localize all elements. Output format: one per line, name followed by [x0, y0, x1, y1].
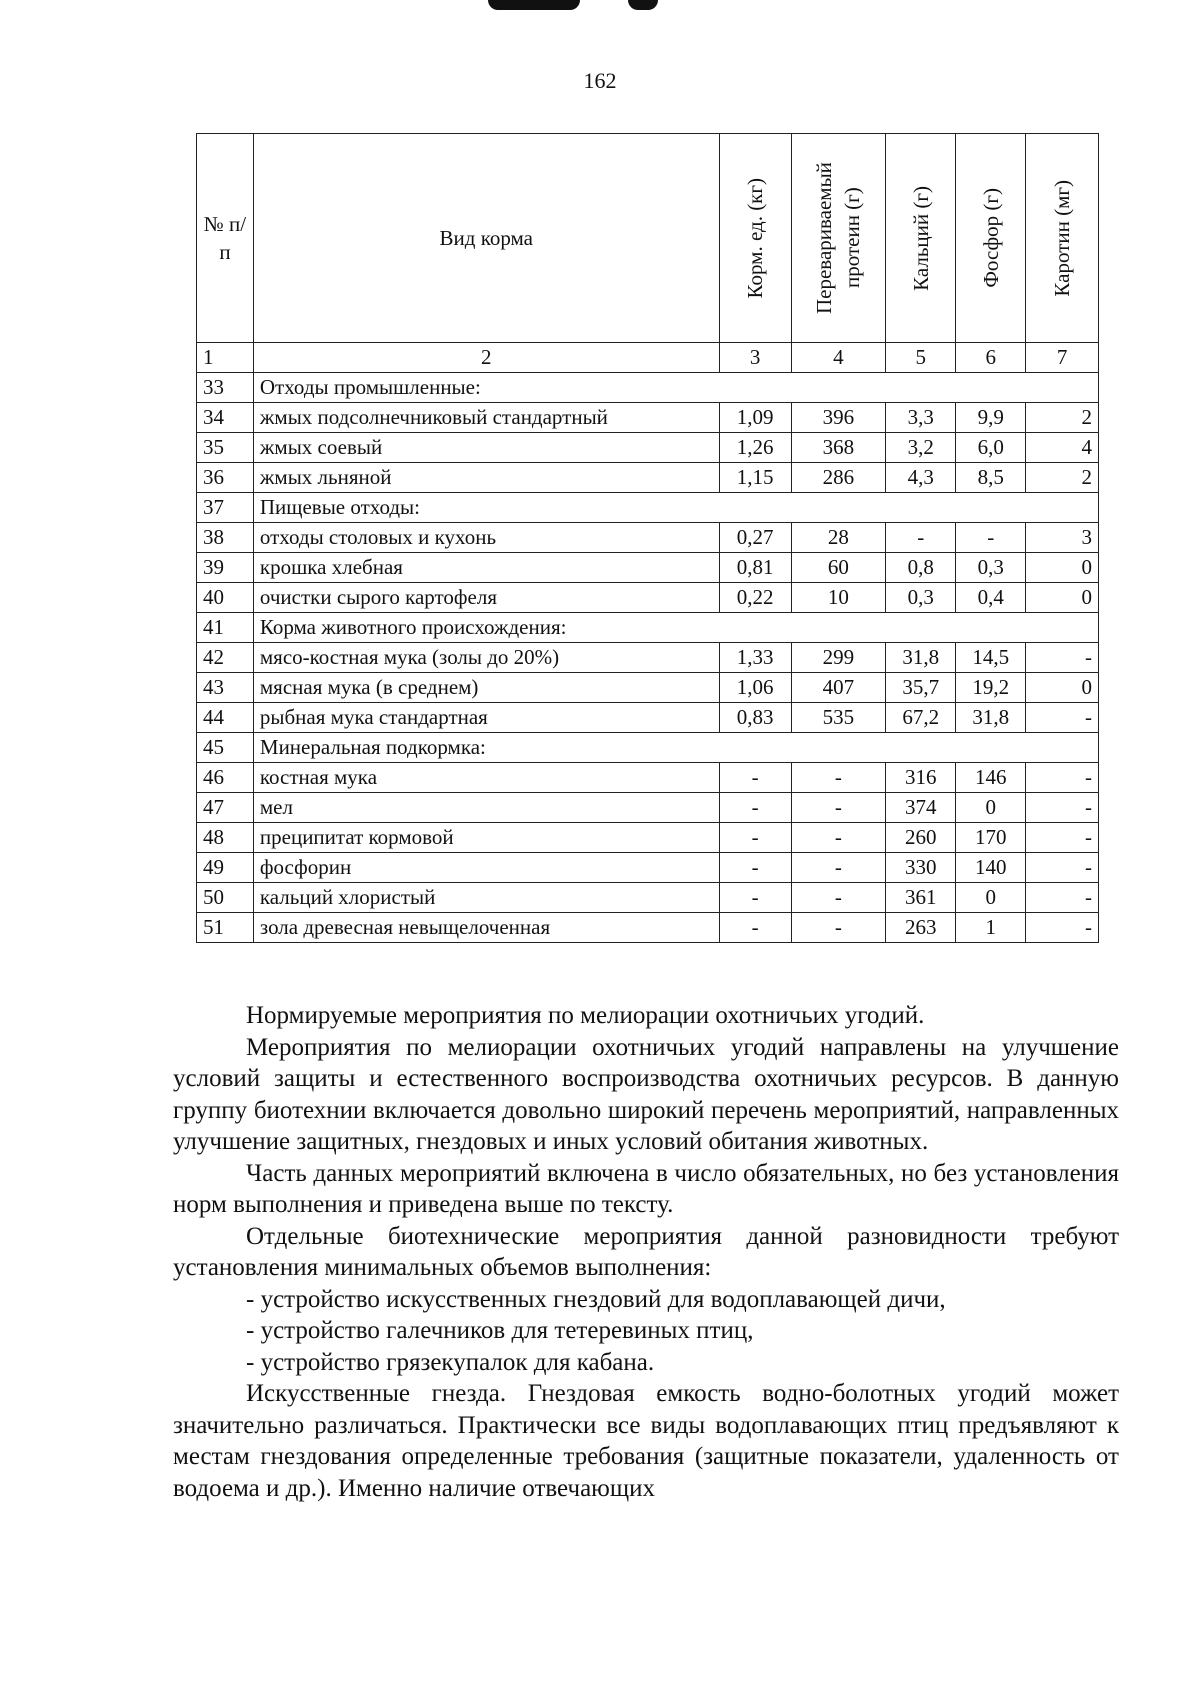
calcium-cell: -: [886, 523, 956, 553]
table-row: [197, 853, 1099, 883]
row-number: 36: [197, 463, 254, 493]
row-number: 41: [197, 613, 254, 643]
feed-units-cell: 0,22: [719, 583, 791, 613]
row-number: 38: [197, 523, 254, 553]
calcium-cell: 330: [886, 853, 956, 883]
protein-cell: -: [791, 763, 886, 793]
carotene-cell: -: [1026, 763, 1099, 793]
body-text: [173, 1000, 1119, 1504]
table-row: [197, 673, 1099, 703]
feed-name: зола древесная невыщелоченная: [253, 913, 719, 943]
feed-units-cell: -: [719, 763, 791, 793]
calcium-cell: 316: [886, 763, 956, 793]
calcium-cell: 3,3: [886, 403, 956, 433]
table-section-row: [197, 373, 1099, 403]
header-feed-type: Вид корма: [253, 134, 719, 343]
header-num: № п/п: [197, 134, 254, 343]
protein-cell: 407: [791, 673, 886, 703]
row-number: 37: [197, 493, 254, 523]
feed-name: преципитат кормовой: [253, 823, 719, 853]
section-title: Пищевые отходы:: [253, 493, 1098, 523]
feed-name: костная мука: [253, 763, 719, 793]
protein-cell: 299: [791, 643, 886, 673]
feed-units-cell: 1,09: [719, 403, 791, 433]
feed-name: мясо-костная мука (золы до 20%): [253, 643, 719, 673]
feed-name: очистки сырого картофеля: [253, 583, 719, 613]
header-phosphorus: Фосфор (г): [956, 134, 1026, 343]
row-number: 48: [197, 823, 254, 853]
protein-cell: -: [791, 913, 886, 943]
carotene-cell: -: [1026, 643, 1099, 673]
table-row: [197, 823, 1099, 853]
feed-units-cell: 0,83: [719, 703, 791, 733]
carotene-cell: -: [1026, 883, 1099, 913]
feed-units-cell: 1,26: [719, 433, 791, 463]
column-index: 4: [791, 343, 886, 373]
protein-cell: 10: [791, 583, 886, 613]
table-row: [197, 583, 1099, 613]
table-section-row: [197, 613, 1099, 643]
phosphorus-cell: 0,3: [956, 553, 1026, 583]
header-calcium: Кальций (г): [886, 134, 956, 343]
column-index: 1: [197, 343, 254, 373]
feed-units-cell: 0,81: [719, 553, 791, 583]
phosphorus-cell: 0: [956, 793, 1026, 823]
protein-cell: -: [791, 793, 886, 823]
row-number: 43: [197, 673, 254, 703]
row-number: 35: [197, 433, 254, 463]
feed-name: фосфорин: [253, 853, 719, 883]
protein-cell: -: [791, 823, 886, 853]
column-index-row: [197, 343, 1099, 373]
phosphorus-cell: 19,2: [956, 673, 1026, 703]
feed-units-cell: 1,15: [719, 463, 791, 493]
calcium-cell: 3,2: [886, 433, 956, 463]
table-header-row: [197, 134, 1099, 343]
row-number: 51: [197, 913, 254, 943]
table-row: [197, 403, 1099, 433]
calcium-cell: 0,8: [886, 553, 956, 583]
table-row: [197, 883, 1099, 913]
section-heading: Нормируемые мероприятия по мелиорации охотничьих угодий.: [246, 1002, 925, 1029]
paragraph: Мероприятия по мелиорации охотничьих угодий направлены на улучшение условий защиты и естественного воспроизводства охотничьих ресурсов. В данную группу биотехнии включается довольно широкий перечень мероприятий, направленных улучшение защитных, гнездовых и иных условий обитания животных.: [173, 1033, 1119, 1155]
row-number: 40: [197, 583, 254, 613]
table-row: [197, 463, 1099, 493]
carotene-cell: -: [1026, 793, 1099, 823]
row-number: 46: [197, 763, 254, 793]
phosphorus-cell: 14,5: [956, 643, 1026, 673]
table-row: [197, 523, 1099, 553]
row-number: 45: [197, 733, 254, 763]
calcium-cell: 31,8: [886, 643, 956, 673]
header-carotene: Каротин (мг): [1026, 134, 1099, 343]
phosphorus-cell: 31,8: [956, 703, 1026, 733]
phosphorus-cell: 0: [956, 883, 1026, 913]
table-row: [197, 793, 1099, 823]
table-row: [197, 763, 1099, 793]
carotene-cell: 4: [1026, 433, 1099, 463]
column-index: 5: [886, 343, 956, 373]
row-number: 44: [197, 703, 254, 733]
protein-cell: 396: [791, 403, 886, 433]
section-title: Корма животного происхождения:: [253, 613, 1098, 643]
column-index: 2: [253, 343, 719, 373]
feed-name: отходы столовых и кухонь: [253, 523, 719, 553]
feed-units-cell: -: [719, 793, 791, 823]
protein-cell: -: [791, 883, 886, 913]
section-title: Отходы промышленные:: [253, 373, 1098, 403]
phosphorus-cell: 9,9: [956, 403, 1026, 433]
calcium-cell: 35,7: [886, 673, 956, 703]
phosphorus-cell: 140: [956, 853, 1026, 883]
calcium-cell: 361: [886, 883, 956, 913]
feed-name: рыбная мука стандартная: [253, 703, 719, 733]
table-row: [197, 643, 1099, 673]
row-number: 34: [197, 403, 254, 433]
feed-name: крошка хлебная: [253, 553, 719, 583]
calcium-cell: 260: [886, 823, 956, 853]
feed-name: жмых подсолнечниковый стандартный: [253, 403, 719, 433]
calcium-cell: 374: [886, 793, 956, 823]
section-title: Минеральная подкормка:: [253, 733, 1098, 763]
phosphorus-cell: 1: [956, 913, 1026, 943]
carotene-cell: -: [1026, 703, 1099, 733]
carotene-cell: 3: [1026, 523, 1099, 553]
table-row: [197, 913, 1099, 943]
phosphorus-cell: 146: [956, 763, 1026, 793]
phosphorus-cell: 8,5: [956, 463, 1026, 493]
feed-name: мясная мука (в среднем): [253, 673, 719, 703]
protein-cell: -: [791, 853, 886, 883]
column-index: 3: [719, 343, 791, 373]
table-row: [197, 553, 1099, 583]
carotene-cell: 0: [1026, 673, 1099, 703]
feed-nutrition-table: [196, 133, 1099, 943]
calcium-cell: 4,3: [886, 463, 956, 493]
carotene-cell: 2: [1026, 403, 1099, 433]
protein-cell: 60: [791, 553, 886, 583]
calcium-cell: 67,2: [886, 703, 956, 733]
row-number: 47: [197, 793, 254, 823]
feed-units-cell: -: [719, 853, 791, 883]
row-number: 50: [197, 883, 254, 913]
row-number: 49: [197, 853, 254, 883]
table-row: [197, 433, 1099, 463]
row-number: 42: [197, 643, 254, 673]
paragraph: Часть данных мероприятий включена в число обязательных, но без установления норм выполнения и приведена выше по тексту.: [173, 1159, 1119, 1218]
protein-cell: 535: [791, 703, 886, 733]
row-number: 39: [197, 553, 254, 583]
scan-artifact-top: [488, 0, 580, 10]
page-number: 162: [583, 68, 617, 93]
feed-name: мел: [253, 793, 719, 823]
feed-units-cell: 1,33: [719, 643, 791, 673]
row-number: 33: [197, 373, 254, 403]
feed-units-cell: -: [719, 823, 791, 853]
phosphorus-cell: 0,4: [956, 583, 1026, 613]
feed-name: жмых льняной: [253, 463, 719, 493]
carotene-cell: -: [1026, 823, 1099, 853]
list-item: - устройство грязекупалок для кабана.: [246, 1348, 655, 1376]
phosphorus-cell: 170: [956, 823, 1026, 853]
feed-name: жмых соевый: [253, 433, 719, 463]
protein-cell: 368: [791, 433, 886, 463]
phosphorus-cell: 6,0: [956, 433, 1026, 463]
feed-units-cell: 1,06: [719, 673, 791, 703]
feed-name: кальций хлористый: [253, 883, 719, 913]
table-section-row: [197, 733, 1099, 763]
protein-cell: 286: [791, 463, 886, 493]
calcium-cell: 0,3: [886, 583, 956, 613]
carotene-cell: 0: [1026, 583, 1099, 613]
feed-units-cell: -: [719, 913, 791, 943]
feed-units-cell: -: [719, 883, 791, 913]
carotene-cell: 0: [1026, 553, 1099, 583]
header-feed-units: Корм. ед. (кг): [719, 134, 791, 343]
feed-units-cell: 0,27: [719, 523, 791, 553]
table-body: [197, 373, 1099, 943]
phosphorus-cell: -: [956, 523, 1026, 553]
table-section-row: [197, 493, 1099, 523]
list-item: - устройство искусственных гнездовий для водоплавающей дичи,: [246, 1285, 946, 1313]
carotene-cell: -: [1026, 853, 1099, 883]
paragraph: Искусственные гнезда. Гнездовая емкость водно-болотных угодий может значительно различаться. Практически все виды водоплавающих птиц предъявляют к местам гнездования определенные требования (защитные показатели, удаленность от водоема и др.). Именно наличие отвечающих: [173, 1380, 1119, 1502]
protein-cell: 28: [791, 523, 886, 553]
list-item: - устройство галечников для тетеревиных птиц,: [246, 1317, 754, 1344]
scan-artifact-top: [628, 0, 658, 10]
calcium-cell: 263: [886, 913, 956, 943]
column-index: 6: [956, 343, 1026, 373]
header-protein: Перевариваемый протеин (г): [791, 134, 886, 343]
carotene-cell: -: [1026, 913, 1099, 943]
table-row: [197, 703, 1099, 733]
column-index: 7: [1026, 343, 1099, 373]
paragraph: Отдельные биотехнические мероприятия данной разновидности требуют установления минимальных объемов выполнения:: [173, 1222, 1119, 1281]
carotene-cell: 2: [1026, 463, 1099, 493]
